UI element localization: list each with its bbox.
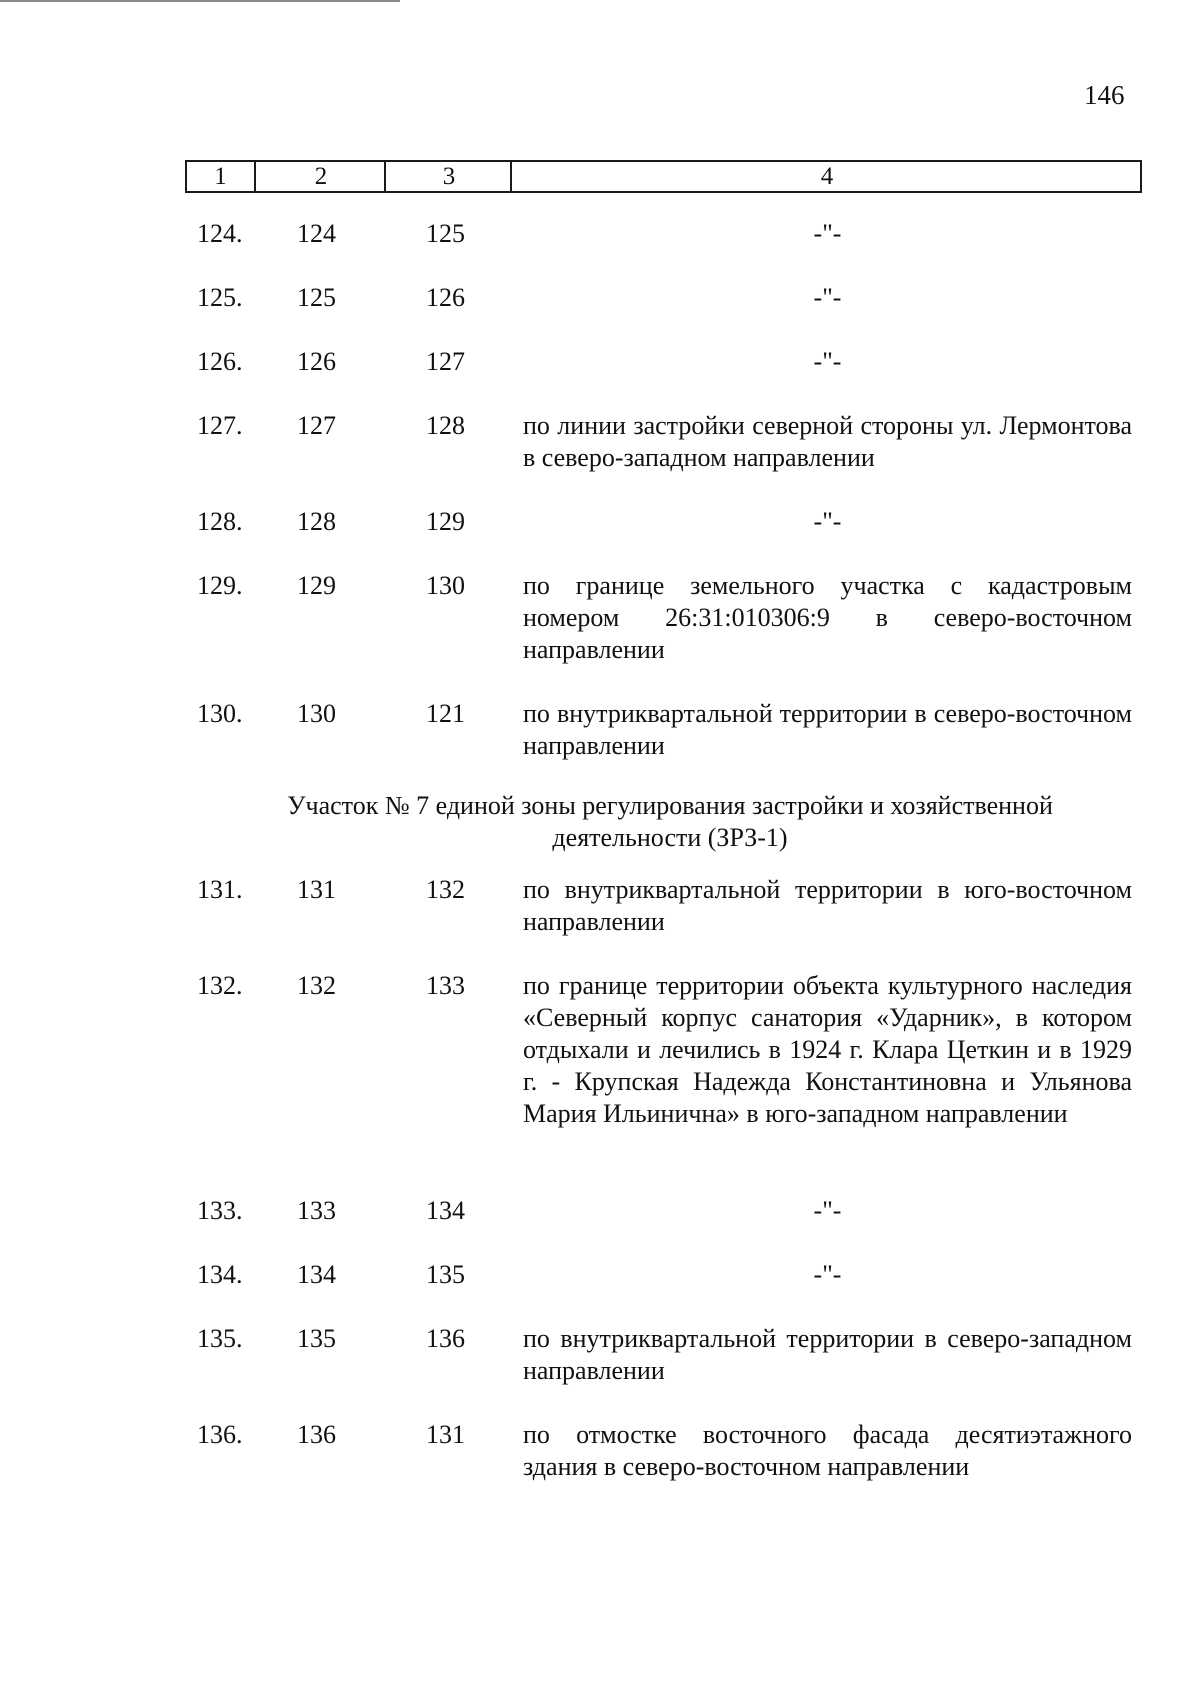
row-description: по границе земельного участка с кадастровым номером 26:31:010306:9 в северо-восточном направлении [523, 571, 1132, 664]
point-from: 128 [297, 507, 336, 536]
row-description: -"- [813, 1196, 842, 1225]
row-description: по внутриквартальной территории в северо-восточном направлении [523, 699, 1132, 760]
point-to: 132 [426, 875, 465, 904]
point-to: 136 [426, 1324, 465, 1353]
row-number: 131. [197, 875, 243, 904]
section-title: Участок № 7 единой зоны регулирования застройки и хозяйственной деятельности (ЗРЗ-1) [287, 791, 1053, 852]
row-description: -"- [813, 219, 842, 248]
point-to: 130 [426, 571, 465, 600]
point-to: 126 [426, 283, 465, 312]
row-number: 132. [197, 971, 243, 1000]
header-col-1: 1 [214, 163, 227, 190]
point-from: 131 [297, 875, 336, 904]
row-description: по линии застройки северной стороны ул. Лермонтова в северо-западном направлении [523, 411, 1132, 472]
point-from: 127 [297, 411, 336, 440]
point-from: 125 [297, 283, 336, 312]
point-from: 124 [297, 219, 336, 248]
point-to: 129 [426, 507, 465, 536]
point-from: 132 [297, 971, 336, 1000]
header-col-4: 4 [510, 162, 1142, 191]
point-to: 133 [426, 971, 465, 1000]
row-number: 136. [197, 1420, 243, 1449]
row-description: по границе территории объекта культурного наследия «Северный корпус санатория «Ударник», в котором отдыхали и лечились в 1924 г. Клара Цеткин и в 1929 г. - Крупская Надежда Константиновна и Ульянова Мария Ильинична» в юго-западном направлении [523, 971, 1132, 1128]
point-from: 135 [297, 1324, 336, 1353]
row-description: по отмостке восточного фасада десятиэтажного здания в северо-восточном направлении [523, 1420, 1132, 1481]
point-to: 128 [426, 411, 465, 440]
point-to: 121 [426, 699, 465, 728]
row-number: 133. [197, 1196, 243, 1225]
row-description: -"- [813, 507, 842, 536]
row-description: по внутриквартальной территории в северо-западном направлении [523, 1324, 1132, 1385]
point-from: 136 [297, 1420, 336, 1449]
row-description: по внутриквартальной территории в юго-восточном направлении [523, 875, 1132, 936]
table-header [185, 160, 1142, 193]
point-from: 130 [297, 699, 336, 728]
point-to: 127 [426, 347, 465, 376]
row-number: 130. [197, 699, 243, 728]
row-number: 125. [197, 283, 243, 312]
row-number: 134. [197, 1260, 243, 1289]
point-to: 131 [426, 1420, 465, 1449]
page-number: 146 [1084, 80, 1125, 110]
row-description: -"- [813, 1260, 842, 1289]
header-col-3: 3 [384, 162, 512, 191]
row-number: 135. [197, 1324, 243, 1353]
row-description: -"- [813, 283, 842, 312]
point-to: 134 [426, 1196, 465, 1225]
point-from: 133 [297, 1196, 336, 1225]
scan-edge-line [0, 0, 400, 2]
point-from: 126 [297, 347, 336, 376]
point-from: 134 [297, 1260, 336, 1289]
point-from: 129 [297, 571, 336, 600]
row-number: 129. [197, 571, 243, 600]
point-to: 125 [426, 219, 465, 248]
row-number: 127. [197, 411, 243, 440]
row-number: 124. [197, 219, 243, 248]
row-number: 128. [197, 507, 243, 536]
row-description: -"- [813, 347, 842, 376]
row-number: 126. [197, 347, 243, 376]
point-to: 135 [426, 1260, 465, 1289]
header-col-2: 2 [254, 162, 386, 191]
